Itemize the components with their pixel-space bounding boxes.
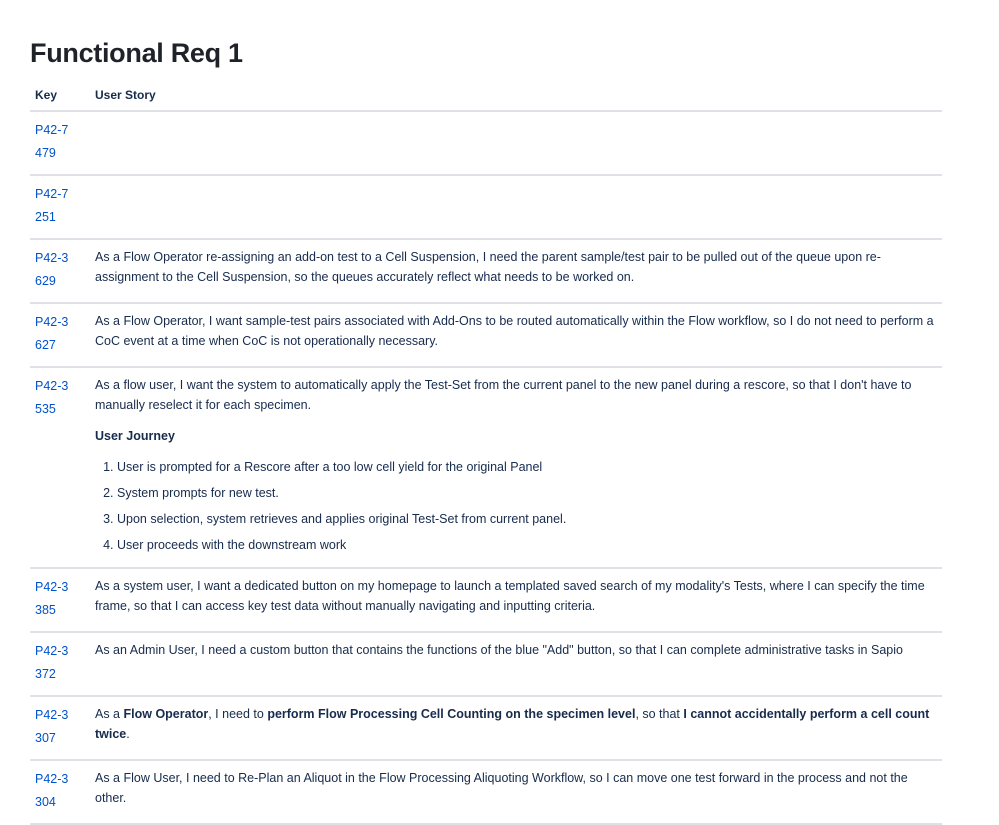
issue-key-link[interactable]: P42-3385 bbox=[35, 580, 69, 617]
journey-step: 4. User proceeds with the downstream work bbox=[117, 532, 936, 558]
story-text: . bbox=[126, 727, 130, 741]
user-journey-list bbox=[95, 454, 936, 558]
issue-key-link[interactable]: P42-7479 bbox=[35, 123, 69, 160]
page-title: Functional Req 1 bbox=[30, 38, 243, 68]
story-text: , so that bbox=[635, 707, 684, 721]
issue-key-link[interactable]: P42-3535 bbox=[35, 379, 69, 416]
user-story-cell: As an Admin User, I need a custom button that contains the functions of the blue "Add" button, so that I can complete administrative tasks in Sapio bbox=[90, 632, 942, 696]
issue-key-link[interactable]: P42-3627 bbox=[35, 315, 69, 352]
column-header-user-story[interactable]: User Story bbox=[90, 82, 942, 111]
journey-step: 3. Upon selection, system retrieves and applies original Test-Set from current panel. bbox=[117, 506, 936, 532]
table-row bbox=[30, 568, 942, 632]
key-cell bbox=[30, 303, 90, 367]
journey-step: 1. User is prompted for a Rescore after a too low cell yield for the original Panel bbox=[117, 454, 936, 480]
table-row bbox=[30, 696, 942, 760]
key-cell bbox=[30, 696, 90, 760]
user-journey-heading: User Journey bbox=[95, 429, 175, 443]
table-row bbox=[30, 303, 942, 367]
table-row bbox=[30, 239, 942, 303]
user-story-cell: As a Flow Operator re-assigning an add-on test to a Cell Suspension, I need the parent sample/test pair to be pulled out of the queue upon re-assignment to the Cell Suspension, so the queues accurately reflect what needs to be worked on. bbox=[90, 239, 942, 303]
story-bold-benefit: I cannot accidentally perform a cell count twice bbox=[95, 707, 930, 741]
issue-key-link[interactable]: P42-3629 bbox=[35, 251, 69, 288]
requirements-table bbox=[30, 82, 942, 825]
journey-step: 2. System prompts for new test. bbox=[117, 480, 936, 506]
user-story-cell: As a system user, I want a dedicated button on my homepage to launch a templated saved search of my modality's Tests, where I can specify the time frame, so that I can access key test data without manually navigating and inputting criteria. bbox=[90, 568, 942, 632]
story-bold-need: perform Flow Processing Cell Counting on the specimen level bbox=[267, 707, 636, 721]
story-text: , I need to bbox=[208, 707, 268, 721]
key-cell bbox=[30, 568, 90, 632]
key-cell bbox=[30, 760, 90, 824]
user-story-cell bbox=[90, 696, 942, 760]
key-cell bbox=[30, 175, 90, 239]
table-row bbox=[30, 111, 942, 175]
column-header-key[interactable]: Key bbox=[30, 82, 90, 111]
user-story-text: As a flow user, I want the system to automatically apply the Test-Set from the current panel to the new panel during a rescore, so that I don't have to manually reselect it for each specimen. bbox=[95, 378, 912, 412]
issue-key-link[interactable]: P42-3372 bbox=[35, 644, 69, 681]
story-bold-role: Flow Operator bbox=[123, 707, 209, 721]
table-row bbox=[30, 367, 942, 568]
table-row bbox=[30, 632, 942, 696]
issue-key-link[interactable]: P42-3307 bbox=[35, 708, 69, 745]
table-row bbox=[30, 175, 942, 239]
key-cell bbox=[30, 111, 90, 175]
user-story-cell bbox=[90, 111, 942, 175]
user-story-cell: As a Flow User, I need to Re-Plan an Aliquot in the Flow Processing Aliquoting Workflow, so I can move one test forward in the process and not the other. bbox=[90, 760, 942, 824]
user-story-cell bbox=[90, 175, 942, 239]
issue-key-link[interactable]: P42-7251 bbox=[35, 187, 69, 224]
key-cell bbox=[30, 239, 90, 303]
story-text: As a bbox=[95, 707, 124, 721]
key-cell bbox=[30, 367, 90, 568]
issue-key-link[interactable]: P42-3304 bbox=[35, 772, 69, 809]
user-story-cell bbox=[90, 367, 942, 568]
key-cell bbox=[30, 632, 90, 696]
user-story-cell: As a Flow Operator, I want sample-test pairs associated with Add-Ons to be routed automatically within the Flow workflow, so I do not need to perform a CoC event at a time when CoC is not operationally necessary. bbox=[90, 303, 942, 367]
table-header-row bbox=[30, 82, 942, 111]
table-row bbox=[30, 760, 942, 824]
